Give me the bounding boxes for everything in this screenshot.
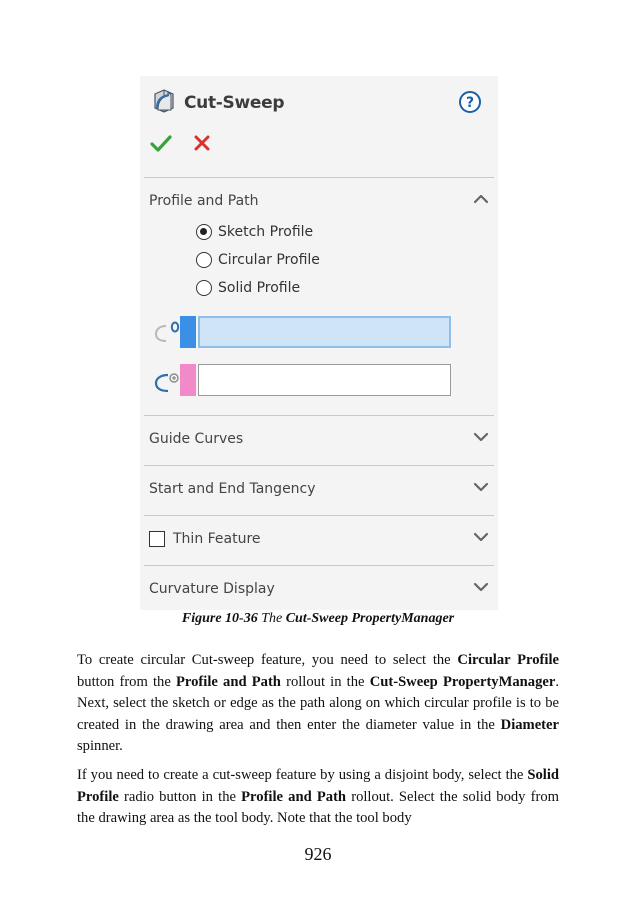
section-title: Start and End Tangency — [149, 481, 316, 497]
text: rollout in the — [280, 673, 370, 690]
chevron-down-icon[interactable] — [473, 581, 489, 597]
path-color-swatch — [180, 364, 196, 396]
radio-sketch-profile[interactable] — [196, 224, 313, 240]
bold-term: Profile and Path — [176, 673, 281, 690]
radio-label: Solid Profile — [218, 280, 301, 296]
figure-caption — [0, 611, 636, 627]
section-guide-curves-header[interactable] — [149, 426, 489, 452]
paragraph-solid-profile — [77, 765, 559, 830]
chevron-down-icon[interactable] — [473, 531, 489, 547]
section-curvature-display-header[interactable] — [149, 576, 489, 602]
bold-term: Circular Profile — [457, 652, 559, 668]
radio-button[interactable] — [196, 224, 212, 240]
cut-sweep-propertymanager — [140, 76, 498, 610]
radio-circular-profile[interactable] — [196, 252, 320, 268]
section-start-end-tangency-header[interactable] — [149, 476, 489, 502]
path-icon — [152, 368, 182, 398]
text: To create circular Cut-sweep feature, you need to select the — [77, 652, 458, 668]
divider — [144, 465, 494, 466]
chevron-down-icon[interactable] — [473, 431, 489, 447]
section-title: Thin Feature — [173, 531, 261, 547]
text: If you need to create a cut-sweep feature by using a disjoint body, select the — [77, 767, 528, 783]
text: rollout. Select the solid body from the drawing area as the tool body. Note that the tool body — [77, 788, 559, 826]
text: spinner. — [77, 738, 123, 754]
bold-term: Cut-Sweep PropertyManager — [369, 673, 556, 690]
divider — [144, 515, 494, 516]
cut-sweep-icon — [152, 88, 176, 118]
bold-term: Diameter — [500, 716, 559, 733]
page-number: 926 — [304, 844, 332, 864]
paragraph-circular-profile — [77, 650, 559, 758]
radio-label: Circular Profile — [218, 252, 320, 268]
radio-button[interactable] — [196, 252, 212, 268]
figure-number: Figure 10-36 — [181, 611, 258, 626]
profile-color-swatch — [180, 316, 196, 348]
path-selection-box[interactable] — [198, 364, 451, 396]
radio-solid-profile[interactable] — [196, 280, 300, 296]
chevron-up-icon[interactable] — [473, 193, 489, 209]
section-thin-feature-header[interactable] — [149, 526, 489, 552]
profile-selection-box[interactable] — [198, 316, 451, 348]
pm-header — [152, 89, 284, 117]
chevron-down-icon[interactable] — [473, 481, 489, 497]
path-selection-row — [152, 364, 451, 396]
section-title: Guide Curves — [149, 431, 244, 447]
text: button from the — [77, 673, 176, 690]
bold-term: Profile and Path — [241, 788, 347, 805]
svg-text:?: ? — [465, 95, 475, 111]
radio-button[interactable] — [196, 280, 212, 296]
caption-the: The — [257, 611, 286, 626]
help-icon[interactable] — [458, 90, 482, 118]
bold-term: Solid Profile — [77, 767, 559, 805]
pm-title: Cut-Sweep — [184, 93, 285, 113]
cancel-x-icon[interactable] — [193, 134, 211, 156]
thin-feature-toggle[interactable] — [149, 531, 261, 547]
divider — [144, 177, 494, 178]
thin-feature-checkbox[interactable] — [149, 531, 165, 547]
text: radio button in the — [118, 788, 242, 805]
section-title: Curvature Display — [149, 581, 275, 597]
text: . Next, select the sketch or edge as the path along on which circular profile is to be created in the drawing area and then enter the diameter value in the — [77, 673, 559, 733]
profile-selection-row — [152, 316, 451, 348]
section-title: Profile and Path — [149, 193, 259, 209]
figure-title: Cut-Sweep PropertyManager — [285, 611, 455, 626]
profile-icon — [152, 320, 182, 348]
ok-checkmark-icon[interactable] — [150, 134, 172, 158]
section-profile-and-path-header[interactable] — [149, 188, 489, 214]
divider — [144, 415, 494, 416]
divider — [144, 565, 494, 566]
radio-label: Sketch Profile — [218, 224, 314, 240]
